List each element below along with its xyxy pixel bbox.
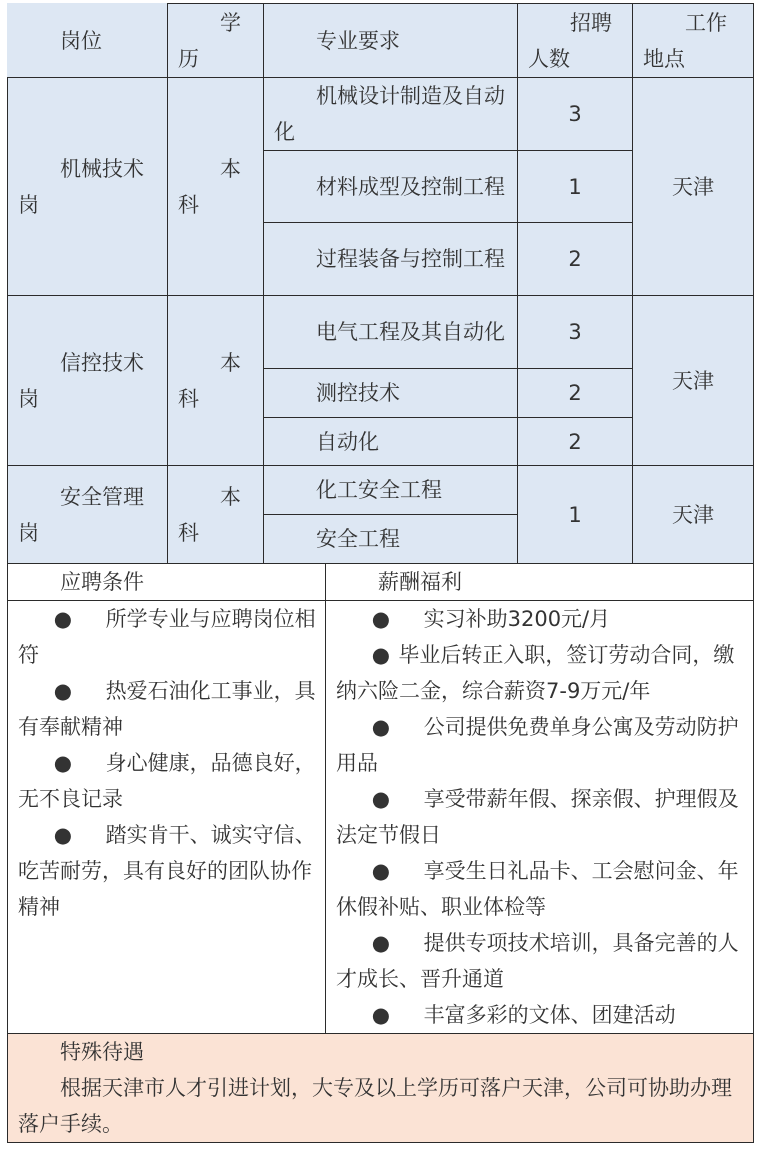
bullet-icon: ● <box>53 751 73 775</box>
header-count: 招聘人数 <box>517 3 633 78</box>
header-education: 学历 <box>167 3 264 78</box>
bullet-icon: ● <box>53 679 73 703</box>
special-text: 根据天津市人才引进计划，大专及以上学历可落户天津，公司可协助办理落户手续。 <box>18 1076 732 1136</box>
benefit-item: ● 提供专项技术培训，具备完善的人才成长、晋升通道 <box>336 925 745 997</box>
bullet-icon: ● <box>371 607 391 631</box>
major-cell: 材料成型及控制工程 <box>263 150 518 223</box>
major-cell: 过程装备与控制工程 <box>263 222 518 296</box>
count-cell: 2 <box>517 222 633 296</box>
bullet-icon: ● <box>371 931 391 955</box>
special-title: 特殊待遇 <box>60 1040 144 1064</box>
benefit-item: ● 享受带薪年假、探亲假、护理假及法定节假日 <box>336 781 745 853</box>
major-cell: 测控技术 <box>263 368 518 418</box>
bullet-icon: ● <box>371 787 391 811</box>
count-cell: 2 <box>517 417 633 466</box>
condition-item: ● 身心健康，品德良好，无不良记录 <box>18 745 317 817</box>
benefit-item: ● 实习补助3200元/月 <box>336 601 745 637</box>
conditions-list <box>7 600 326 1034</box>
education-cell: 本科 <box>167 295 264 466</box>
benefit-item: ● 丰富多彩的文体、团建活动 <box>336 997 745 1033</box>
location-cell: 天津 <box>632 295 754 466</box>
benefits-list <box>325 600 754 1034</box>
header-location: 工作地点 <box>632 3 754 78</box>
count-cell: 1 <box>517 465 633 564</box>
education-cell: 本科 <box>167 465 264 564</box>
bullet-icon: ● <box>53 607 73 631</box>
major-cell: 化工安全工程 <box>263 465 518 515</box>
bullet-icon: ● <box>371 1003 391 1027</box>
location-cell: 天津 <box>632 465 754 564</box>
condition-item: ● 踏实肯干、诚实守信、吃苦耐劳，具有良好的团队协作精神 <box>18 817 317 925</box>
count-cell: 1 <box>517 150 633 223</box>
condition-item: ● 所学专业与应聘岗位相符 <box>18 601 317 673</box>
location-cell: 天津 <box>632 77 754 296</box>
count-cell: 2 <box>517 368 633 418</box>
major-cell: 机械设计制造及自动化 <box>263 77 518 151</box>
bullet-icon: ● <box>53 823 73 847</box>
count-cell: 3 <box>517 295 633 369</box>
position-cell: 信控技术岗 <box>7 295 168 466</box>
header-position: 岗位 <box>7 3 168 78</box>
benefit-item: ● 公司提供免费单身公寓及劳动防护用品 <box>336 709 745 781</box>
bullet-icon: ● <box>371 643 391 667</box>
bullet-icon: ● <box>371 715 391 739</box>
major-cell: 安全工程 <box>263 514 518 564</box>
special-section <box>7 1033 754 1143</box>
benefit-item: ● 享受生日礼品卡、工会慰问金、年休假补贴、职业体检等 <box>336 853 745 925</box>
header-major: 专业要求 <box>263 3 518 78</box>
position-cell: 安全管理岗 <box>7 465 168 564</box>
bullet-icon: ● <box>371 859 391 883</box>
major-cell: 电气工程及其自动化 <box>263 295 518 369</box>
education-cell: 本科 <box>167 77 264 296</box>
benefit-item: ● 毕业后转正入职，签订劳动合同，缴纳六险二金，综合薪资7-9万元/年 <box>336 637 745 709</box>
conditions-title: 应聘条件 <box>7 563 326 601</box>
condition-item: ● 热爱石油化工事业，具有奉献精神 <box>18 673 317 745</box>
position-cell: 机械技术岗 <box>7 77 168 296</box>
major-cell: 自动化 <box>263 417 518 466</box>
count-cell: 3 <box>517 77 633 151</box>
benefits-title: 薪酬福利 <box>325 563 754 601</box>
